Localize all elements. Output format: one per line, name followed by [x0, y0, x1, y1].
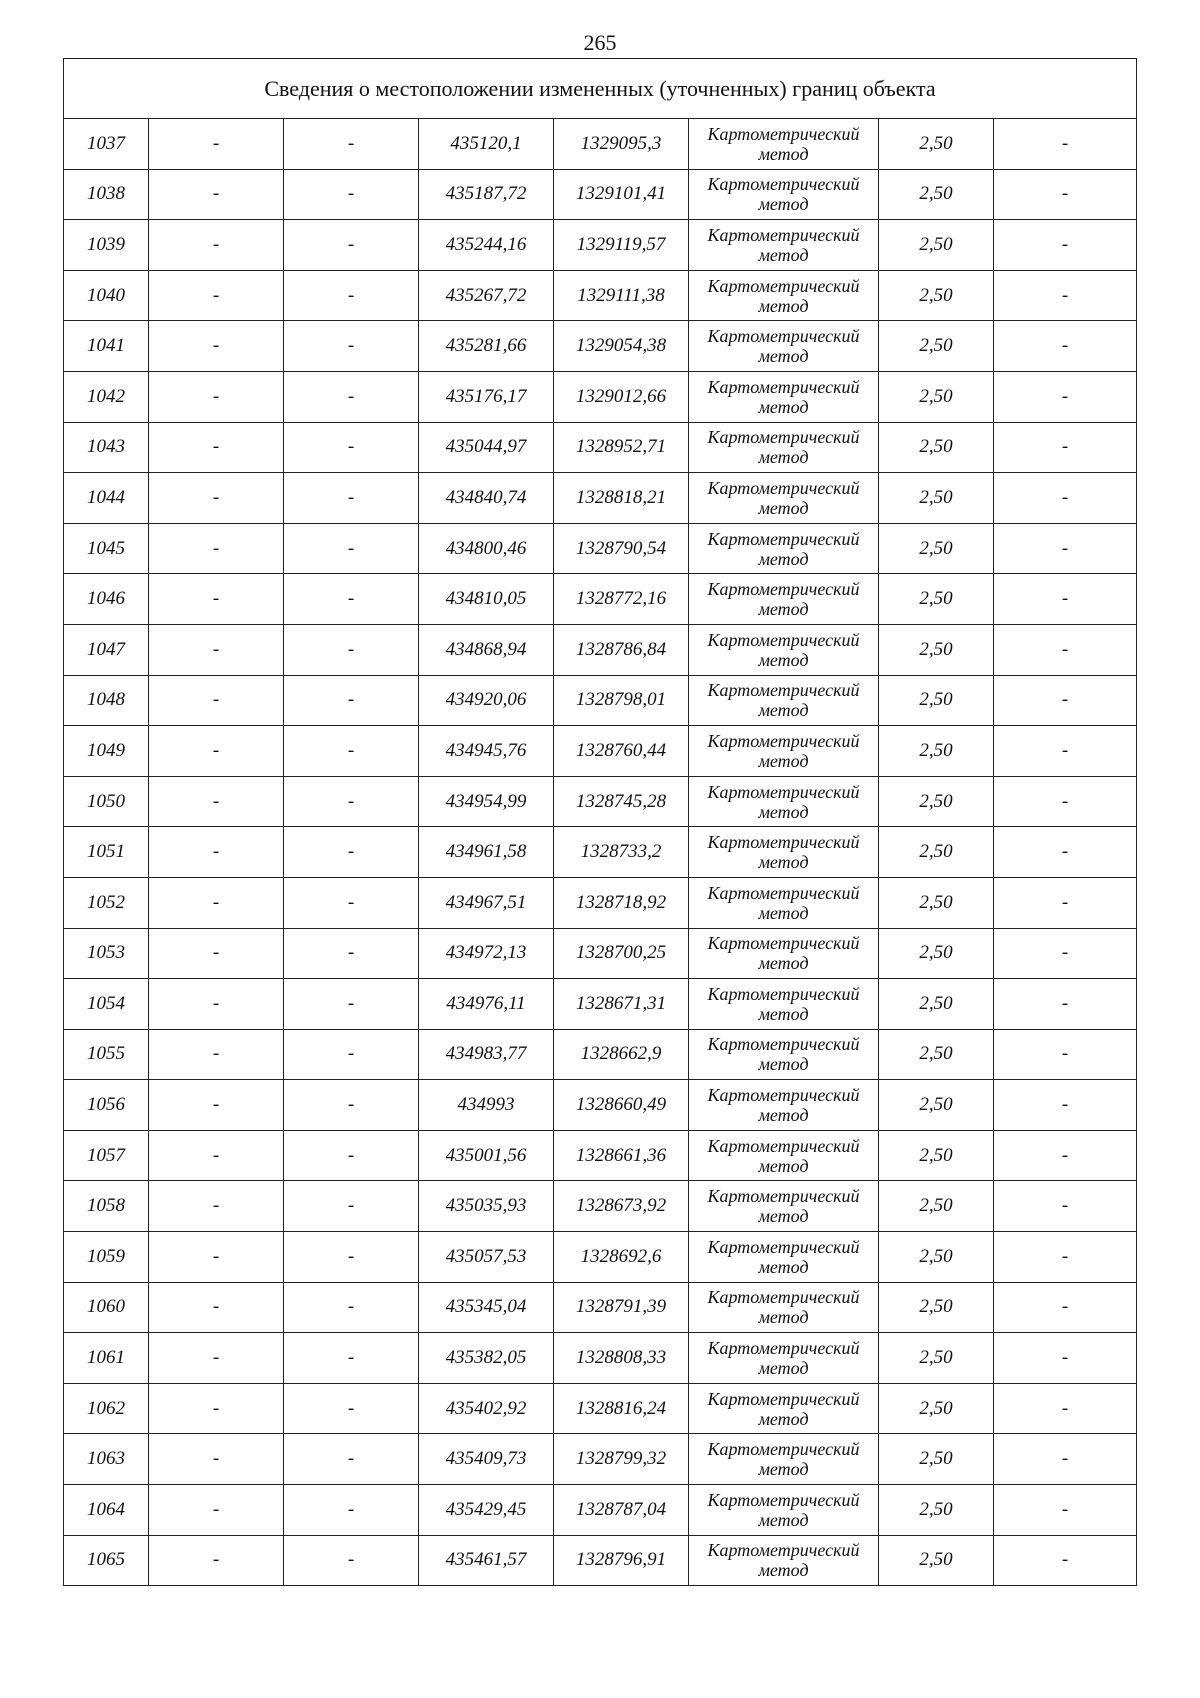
new-y-cell: 1328671,31 [554, 979, 689, 1030]
method-cell: Картометрический метод [689, 1282, 879, 1333]
accuracy-cell: 2,50 [879, 1130, 994, 1181]
description-cell: - [994, 119, 1137, 170]
new-x-cell: 434800,46 [419, 523, 554, 574]
new-y-cell: 1328745,28 [554, 776, 689, 827]
table-row [64, 473, 1137, 524]
new-y-cell: 1328790,54 [554, 523, 689, 574]
old-x-cell: - [149, 574, 284, 625]
old-y-cell: - [284, 877, 419, 928]
old-y-cell: - [284, 979, 419, 1030]
table-title: Сведения о местоположении измененных (уточненных) границ объекта [64, 59, 1137, 119]
point-number-cell: 1038 [64, 169, 149, 220]
method-cell: Картометрический метод [689, 1485, 879, 1536]
point-number-cell: 1037 [64, 119, 149, 170]
new-y-cell: 1328818,21 [554, 473, 689, 524]
accuracy-cell: 2,50 [879, 169, 994, 220]
description-cell: - [994, 169, 1137, 220]
old-y-cell: - [284, 1029, 419, 1080]
table-row [64, 220, 1137, 271]
description-cell: - [994, 1383, 1137, 1434]
table-body [64, 59, 1137, 1586]
old-x-cell: - [149, 1029, 284, 1080]
old-y-cell: - [284, 1232, 419, 1283]
new-x-cell: 435461,57 [419, 1535, 554, 1586]
table-row [64, 523, 1137, 574]
new-x-cell: 435281,66 [419, 321, 554, 372]
new-y-cell: 1328799,32 [554, 1434, 689, 1485]
old-x-cell: - [149, 776, 284, 827]
description-cell: - [994, 624, 1137, 675]
old-x-cell: - [149, 1130, 284, 1181]
new-y-cell: 1328791,39 [554, 1282, 689, 1333]
new-x-cell: 434993 [419, 1080, 554, 1131]
method-cell: Картометрический метод [689, 422, 879, 473]
old-x-cell: - [149, 1485, 284, 1536]
method-cell: Картометрический метод [689, 1181, 879, 1232]
point-number-cell: 1056 [64, 1080, 149, 1131]
table-row [64, 1181, 1137, 1232]
old-x-cell: - [149, 321, 284, 372]
method-cell: Картометрический метод [689, 979, 879, 1030]
description-cell: - [994, 321, 1137, 372]
new-y-cell: 1328816,24 [554, 1383, 689, 1434]
new-x-cell: 435176,17 [419, 371, 554, 422]
point-number-cell: 1055 [64, 1029, 149, 1080]
new-y-cell: 1329101,41 [554, 169, 689, 220]
new-y-cell: 1329054,38 [554, 321, 689, 372]
new-y-cell: 1328673,92 [554, 1181, 689, 1232]
old-y-cell: - [284, 523, 419, 574]
new-y-cell: 1328733,2 [554, 827, 689, 878]
accuracy-cell: 2,50 [879, 371, 994, 422]
description-cell: - [994, 1130, 1137, 1181]
old-y-cell: - [284, 321, 419, 372]
description-cell: - [994, 1029, 1137, 1080]
table-row [64, 1029, 1137, 1080]
boundary-coordinates-table [63, 58, 1137, 1586]
table-row [64, 776, 1137, 827]
table-row [64, 726, 1137, 777]
accuracy-cell: 2,50 [879, 523, 994, 574]
point-number-cell: 1041 [64, 321, 149, 372]
method-cell: Картометрический метод [689, 877, 879, 928]
old-y-cell: - [284, 1383, 419, 1434]
table-row [64, 1535, 1137, 1586]
description-cell: - [994, 473, 1137, 524]
table-row [64, 979, 1137, 1030]
new-x-cell: 434954,99 [419, 776, 554, 827]
new-x-cell: 435267,72 [419, 270, 554, 321]
table-row [64, 877, 1137, 928]
point-number-cell: 1058 [64, 1181, 149, 1232]
description-cell: - [994, 877, 1137, 928]
old-x-cell: - [149, 1282, 284, 1333]
point-number-cell: 1059 [64, 1232, 149, 1283]
accuracy-cell: 2,50 [879, 220, 994, 271]
accuracy-cell: 2,50 [879, 1029, 994, 1080]
method-cell: Картометрический метод [689, 1130, 879, 1181]
accuracy-cell: 2,50 [879, 574, 994, 625]
point-number-cell: 1046 [64, 574, 149, 625]
table-row [64, 1282, 1137, 1333]
table-row [64, 1130, 1137, 1181]
old-x-cell: - [149, 624, 284, 675]
method-cell: Картометрический метод [689, 220, 879, 271]
old-x-cell: - [149, 1181, 284, 1232]
table-row [64, 270, 1137, 321]
table-row [64, 827, 1137, 878]
description-cell: - [994, 523, 1137, 574]
old-y-cell: - [284, 1181, 419, 1232]
table-row [64, 624, 1137, 675]
method-cell: Картометрический метод [689, 574, 879, 625]
method-cell: Картометрический метод [689, 523, 879, 574]
table-row [64, 119, 1137, 170]
point-number-cell: 1045 [64, 523, 149, 574]
old-y-cell: - [284, 119, 419, 170]
accuracy-cell: 2,50 [879, 1181, 994, 1232]
description-cell: - [994, 928, 1137, 979]
accuracy-cell: 2,50 [879, 877, 994, 928]
new-y-cell: 1328718,92 [554, 877, 689, 928]
new-y-cell: 1328661,36 [554, 1130, 689, 1181]
old-y-cell: - [284, 169, 419, 220]
table-row [64, 321, 1137, 372]
new-x-cell: 435345,04 [419, 1282, 554, 1333]
point-number-cell: 1057 [64, 1130, 149, 1181]
old-y-cell: - [284, 1080, 419, 1131]
old-y-cell: - [284, 827, 419, 878]
table-row [64, 1485, 1137, 1536]
old-y-cell: - [284, 1282, 419, 1333]
old-x-cell: - [149, 928, 284, 979]
description-cell: - [994, 371, 1137, 422]
new-y-cell: 1328952,71 [554, 422, 689, 473]
point-number-cell: 1050 [64, 776, 149, 827]
description-cell: - [994, 675, 1137, 726]
point-number-cell: 1064 [64, 1485, 149, 1536]
description-cell: - [994, 776, 1137, 827]
old-x-cell: - [149, 1232, 284, 1283]
old-x-cell: - [149, 1434, 284, 1485]
old-x-cell: - [149, 979, 284, 1030]
old-y-cell: - [284, 1485, 419, 1536]
new-x-cell: 434920,06 [419, 675, 554, 726]
new-x-cell: 434961,58 [419, 827, 554, 878]
old-y-cell: - [284, 270, 419, 321]
accuracy-cell: 2,50 [879, 1485, 994, 1536]
method-cell: Картометрический метод [689, 1535, 879, 1586]
method-cell: Картометрический метод [689, 776, 879, 827]
point-number-cell: 1042 [64, 371, 149, 422]
accuracy-cell: 2,50 [879, 473, 994, 524]
accuracy-cell: 2,50 [879, 422, 994, 473]
table-row [64, 1232, 1137, 1283]
method-cell: Картометрический метод [689, 1029, 879, 1080]
old-y-cell: - [284, 574, 419, 625]
method-cell: Картометрический метод [689, 371, 879, 422]
old-x-cell: - [149, 270, 284, 321]
page-number: 265 [583, 30, 617, 55]
old-x-cell: - [149, 220, 284, 271]
new-y-cell: 1328662,9 [554, 1029, 689, 1080]
method-cell: Картометрический метод [689, 169, 879, 220]
old-y-cell: - [284, 726, 419, 777]
new-x-cell: 435244,16 [419, 220, 554, 271]
new-y-cell: 1328692,6 [554, 1232, 689, 1283]
new-y-cell: 1329095,3 [554, 119, 689, 170]
description-cell: - [994, 827, 1137, 878]
description-cell: - [994, 1434, 1137, 1485]
new-x-cell: 434976,11 [419, 979, 554, 1030]
table-title-row [64, 59, 1137, 119]
table-row [64, 169, 1137, 220]
old-y-cell: - [284, 1535, 419, 1586]
point-number-cell: 1063 [64, 1434, 149, 1485]
point-number-cell: 1053 [64, 928, 149, 979]
point-number-cell: 1052 [64, 877, 149, 928]
new-y-cell: 1329111,38 [554, 270, 689, 321]
new-x-cell: 435120,1 [419, 119, 554, 170]
old-x-cell: - [149, 169, 284, 220]
new-y-cell: 1328796,91 [554, 1535, 689, 1586]
table-row [64, 928, 1137, 979]
new-x-cell: 434868,94 [419, 624, 554, 675]
old-y-cell: - [284, 220, 419, 271]
description-cell: - [994, 1333, 1137, 1384]
old-x-cell: - [149, 1333, 284, 1384]
accuracy-cell: 2,50 [879, 321, 994, 372]
accuracy-cell: 2,50 [879, 928, 994, 979]
old-y-cell: - [284, 928, 419, 979]
new-x-cell: 434945,76 [419, 726, 554, 777]
accuracy-cell: 2,50 [879, 270, 994, 321]
point-number-cell: 1044 [64, 473, 149, 524]
old-x-cell: - [149, 1080, 284, 1131]
table-row [64, 1383, 1137, 1434]
description-cell: - [994, 1282, 1137, 1333]
description-cell: - [994, 270, 1137, 321]
point-number-cell: 1061 [64, 1333, 149, 1384]
method-cell: Картометрический метод [689, 321, 879, 372]
description-cell: - [994, 220, 1137, 271]
new-x-cell: 435429,45 [419, 1485, 554, 1536]
method-cell: Картометрический метод [689, 624, 879, 675]
new-y-cell: 1328772,16 [554, 574, 689, 625]
accuracy-cell: 2,50 [879, 827, 994, 878]
method-cell: Картометрический метод [689, 1383, 879, 1434]
description-cell: - [994, 979, 1137, 1030]
description-cell: - [994, 1232, 1137, 1283]
old-x-cell: - [149, 119, 284, 170]
accuracy-cell: 2,50 [879, 1535, 994, 1586]
accuracy-cell: 2,50 [879, 1080, 994, 1131]
point-number-cell: 1054 [64, 979, 149, 1030]
new-x-cell: 435382,05 [419, 1333, 554, 1384]
old-x-cell: - [149, 473, 284, 524]
old-y-cell: - [284, 1333, 419, 1384]
new-y-cell: 1328798,01 [554, 675, 689, 726]
new-y-cell: 1329119,57 [554, 220, 689, 271]
method-cell: Картометрический метод [689, 270, 879, 321]
old-x-cell: - [149, 1535, 284, 1586]
new-x-cell: 434840,74 [419, 473, 554, 524]
method-cell: Картометрический метод [689, 1080, 879, 1131]
table-row [64, 1434, 1137, 1485]
method-cell: Картометрический метод [689, 1232, 879, 1283]
old-x-cell: - [149, 422, 284, 473]
point-number-cell: 1047 [64, 624, 149, 675]
description-cell: - [994, 574, 1137, 625]
old-y-cell: - [284, 624, 419, 675]
accuracy-cell: 2,50 [879, 1333, 994, 1384]
description-cell: - [994, 1080, 1137, 1131]
method-cell: Картометрический метод [689, 827, 879, 878]
description-cell: - [994, 1181, 1137, 1232]
accuracy-cell: 2,50 [879, 979, 994, 1030]
method-cell: Картометрический метод [689, 928, 879, 979]
accuracy-cell: 2,50 [879, 726, 994, 777]
method-cell: Картометрический метод [689, 726, 879, 777]
accuracy-cell: 2,50 [879, 675, 994, 726]
table-row [64, 675, 1137, 726]
accuracy-cell: 2,50 [879, 624, 994, 675]
old-y-cell: - [284, 1130, 419, 1181]
old-x-cell: - [149, 371, 284, 422]
new-x-cell: 435001,56 [419, 1130, 554, 1181]
table-row [64, 422, 1137, 473]
new-x-cell: 435044,97 [419, 422, 554, 473]
new-x-cell: 435187,72 [419, 169, 554, 220]
new-x-cell: 434983,77 [419, 1029, 554, 1080]
new-x-cell: 434967,51 [419, 877, 554, 928]
new-y-cell: 1328787,04 [554, 1485, 689, 1536]
point-number-cell: 1062 [64, 1383, 149, 1434]
point-number-cell: 1049 [64, 726, 149, 777]
old-y-cell: - [284, 422, 419, 473]
new-x-cell: 434972,13 [419, 928, 554, 979]
old-x-cell: - [149, 726, 284, 777]
description-cell: - [994, 422, 1137, 473]
point-number-cell: 1060 [64, 1282, 149, 1333]
point-number-cell: 1065 [64, 1535, 149, 1586]
table-row [64, 1080, 1137, 1131]
new-y-cell: 1328786,84 [554, 624, 689, 675]
old-x-cell: - [149, 523, 284, 574]
method-cell: Картометрический метод [689, 473, 879, 524]
accuracy-cell: 2,50 [879, 119, 994, 170]
new-x-cell: 435057,53 [419, 1232, 554, 1283]
new-x-cell: 435409,73 [419, 1434, 554, 1485]
method-cell: Картометрический метод [689, 1434, 879, 1485]
new-x-cell: 434810,05 [419, 574, 554, 625]
point-number-cell: 1043 [64, 422, 149, 473]
old-x-cell: - [149, 1383, 284, 1434]
point-number-cell: 1048 [64, 675, 149, 726]
new-y-cell: 1329012,66 [554, 371, 689, 422]
accuracy-cell: 2,50 [879, 776, 994, 827]
old-y-cell: - [284, 1434, 419, 1485]
description-cell: - [994, 1485, 1137, 1536]
method-cell: Картометрический метод [689, 675, 879, 726]
accuracy-cell: 2,50 [879, 1434, 994, 1485]
accuracy-cell: 2,50 [879, 1282, 994, 1333]
new-x-cell: 435035,93 [419, 1181, 554, 1232]
method-cell: Картометрический метод [689, 119, 879, 170]
new-x-cell: 435402,92 [419, 1383, 554, 1434]
accuracy-cell: 2,50 [879, 1232, 994, 1283]
table-row [64, 1333, 1137, 1384]
new-y-cell: 1328700,25 [554, 928, 689, 979]
new-y-cell: 1328808,33 [554, 1333, 689, 1384]
accuracy-cell: 2,50 [879, 1383, 994, 1434]
description-cell: - [994, 1535, 1137, 1586]
table-row [64, 574, 1137, 625]
old-y-cell: - [284, 371, 419, 422]
old-x-cell: - [149, 827, 284, 878]
method-cell: Картометрический метод [689, 1333, 879, 1384]
new-y-cell: 1328660,49 [554, 1080, 689, 1131]
description-cell: - [994, 726, 1137, 777]
point-number-cell: 1039 [64, 220, 149, 271]
point-number-cell: 1040 [64, 270, 149, 321]
old-y-cell: - [284, 776, 419, 827]
old-x-cell: - [149, 675, 284, 726]
old-y-cell: - [284, 473, 419, 524]
new-y-cell: 1328760,44 [554, 726, 689, 777]
table-row [64, 371, 1137, 422]
point-number-cell: 1051 [64, 827, 149, 878]
old-y-cell: - [284, 675, 419, 726]
old-x-cell: - [149, 877, 284, 928]
